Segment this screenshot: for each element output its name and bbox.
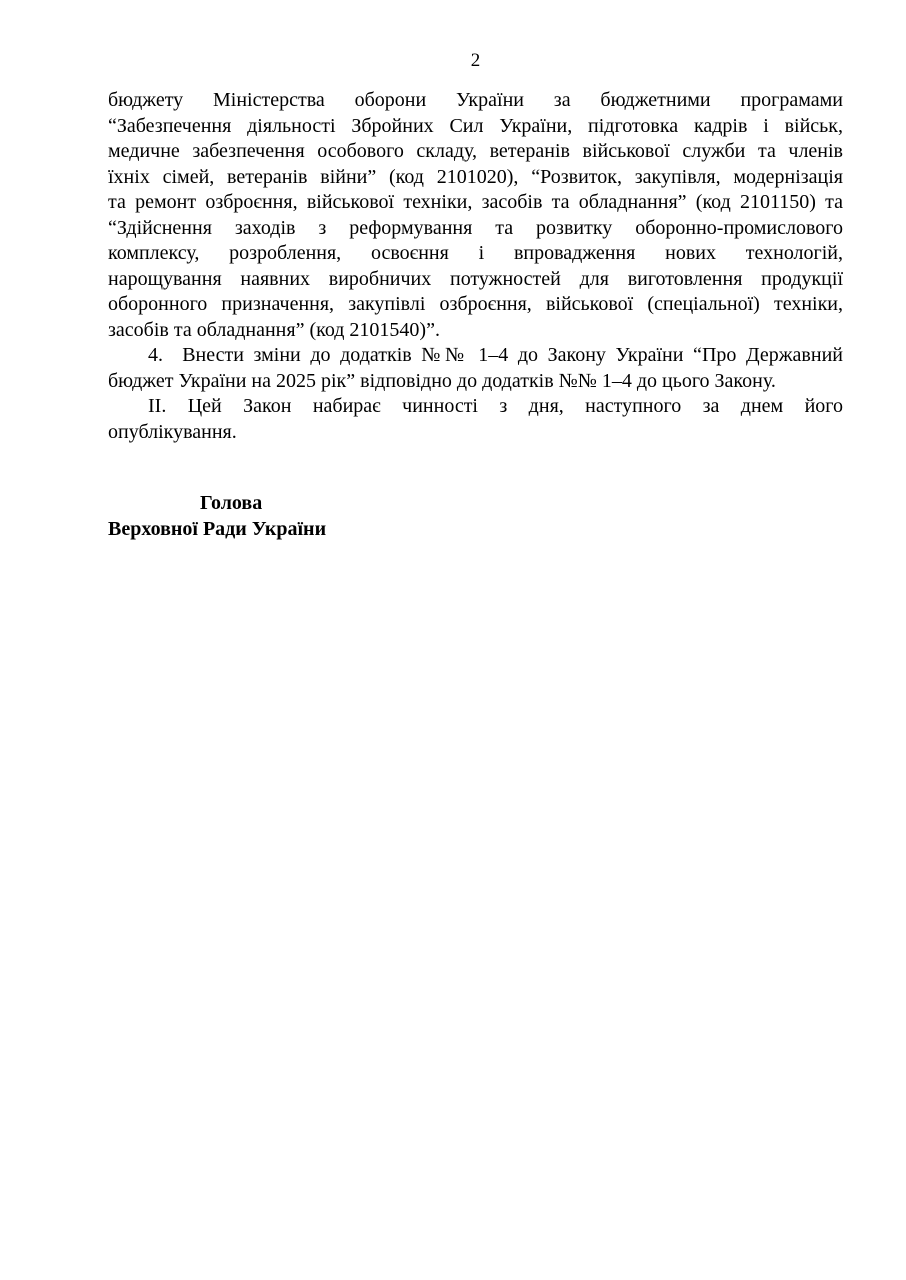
page-number: 2 bbox=[470, 50, 481, 71]
paragraph-item-4 bbox=[108, 343, 843, 394]
text-line: “Забезпечення діяльності Збройних Сил України, підготовка кадрів і військ, bbox=[108, 114, 843, 137]
text-line: ІІ. Цей Закон набирає чинності з дня, наступного за днем його bbox=[148, 395, 843, 417]
signature-office: Верховної Ради України bbox=[108, 517, 327, 540]
text-line: опублікування. bbox=[108, 420, 237, 443]
paragraph-section-ii bbox=[108, 394, 843, 445]
text-line: 4. Внести зміни до додатків №№ 1–4 до Закону України “Про Державний bbox=[148, 344, 843, 366]
paragraph-budget-programs bbox=[108, 88, 843, 343]
text-line: та ремонт озброєння, військової техніки, засобів та обладнання” (код 2101150) та bbox=[108, 191, 843, 213]
text-line: нарощування наявних виробничих потужностей для виготовлення продукції bbox=[108, 267, 843, 290]
text-line: оборонного призначення, закупівлі озброєння, військової (спеціальної) техніки, bbox=[108, 293, 843, 315]
text-line: медичне забезпечення особового складу, ветеранів військової служби та членів bbox=[108, 140, 843, 162]
text-line: засобів та обладнання” (код 2101540)”. bbox=[108, 318, 440, 341]
document-body bbox=[108, 88, 843, 542]
signature-block bbox=[108, 491, 843, 542]
text-line: комплексу, розроблення, освоєння і впровадження нових технологій, bbox=[108, 242, 843, 264]
text-line: бюджету Міністерства оборони України за бюджетними програмами bbox=[108, 89, 843, 111]
text-line: “Здійснення заходів з реформування та розвитку оборонно-промислового bbox=[108, 216, 843, 239]
text-line: бюджет України на 2025 рік” відповідно до додатків №№ 1–4 до цього Закону. bbox=[108, 369, 776, 392]
signature-title: Голова bbox=[200, 492, 263, 514]
text-line: їхніх сімей, ветеранів війни” (код 2101020), “Розвиток, закупівля, модернізація bbox=[108, 165, 843, 188]
